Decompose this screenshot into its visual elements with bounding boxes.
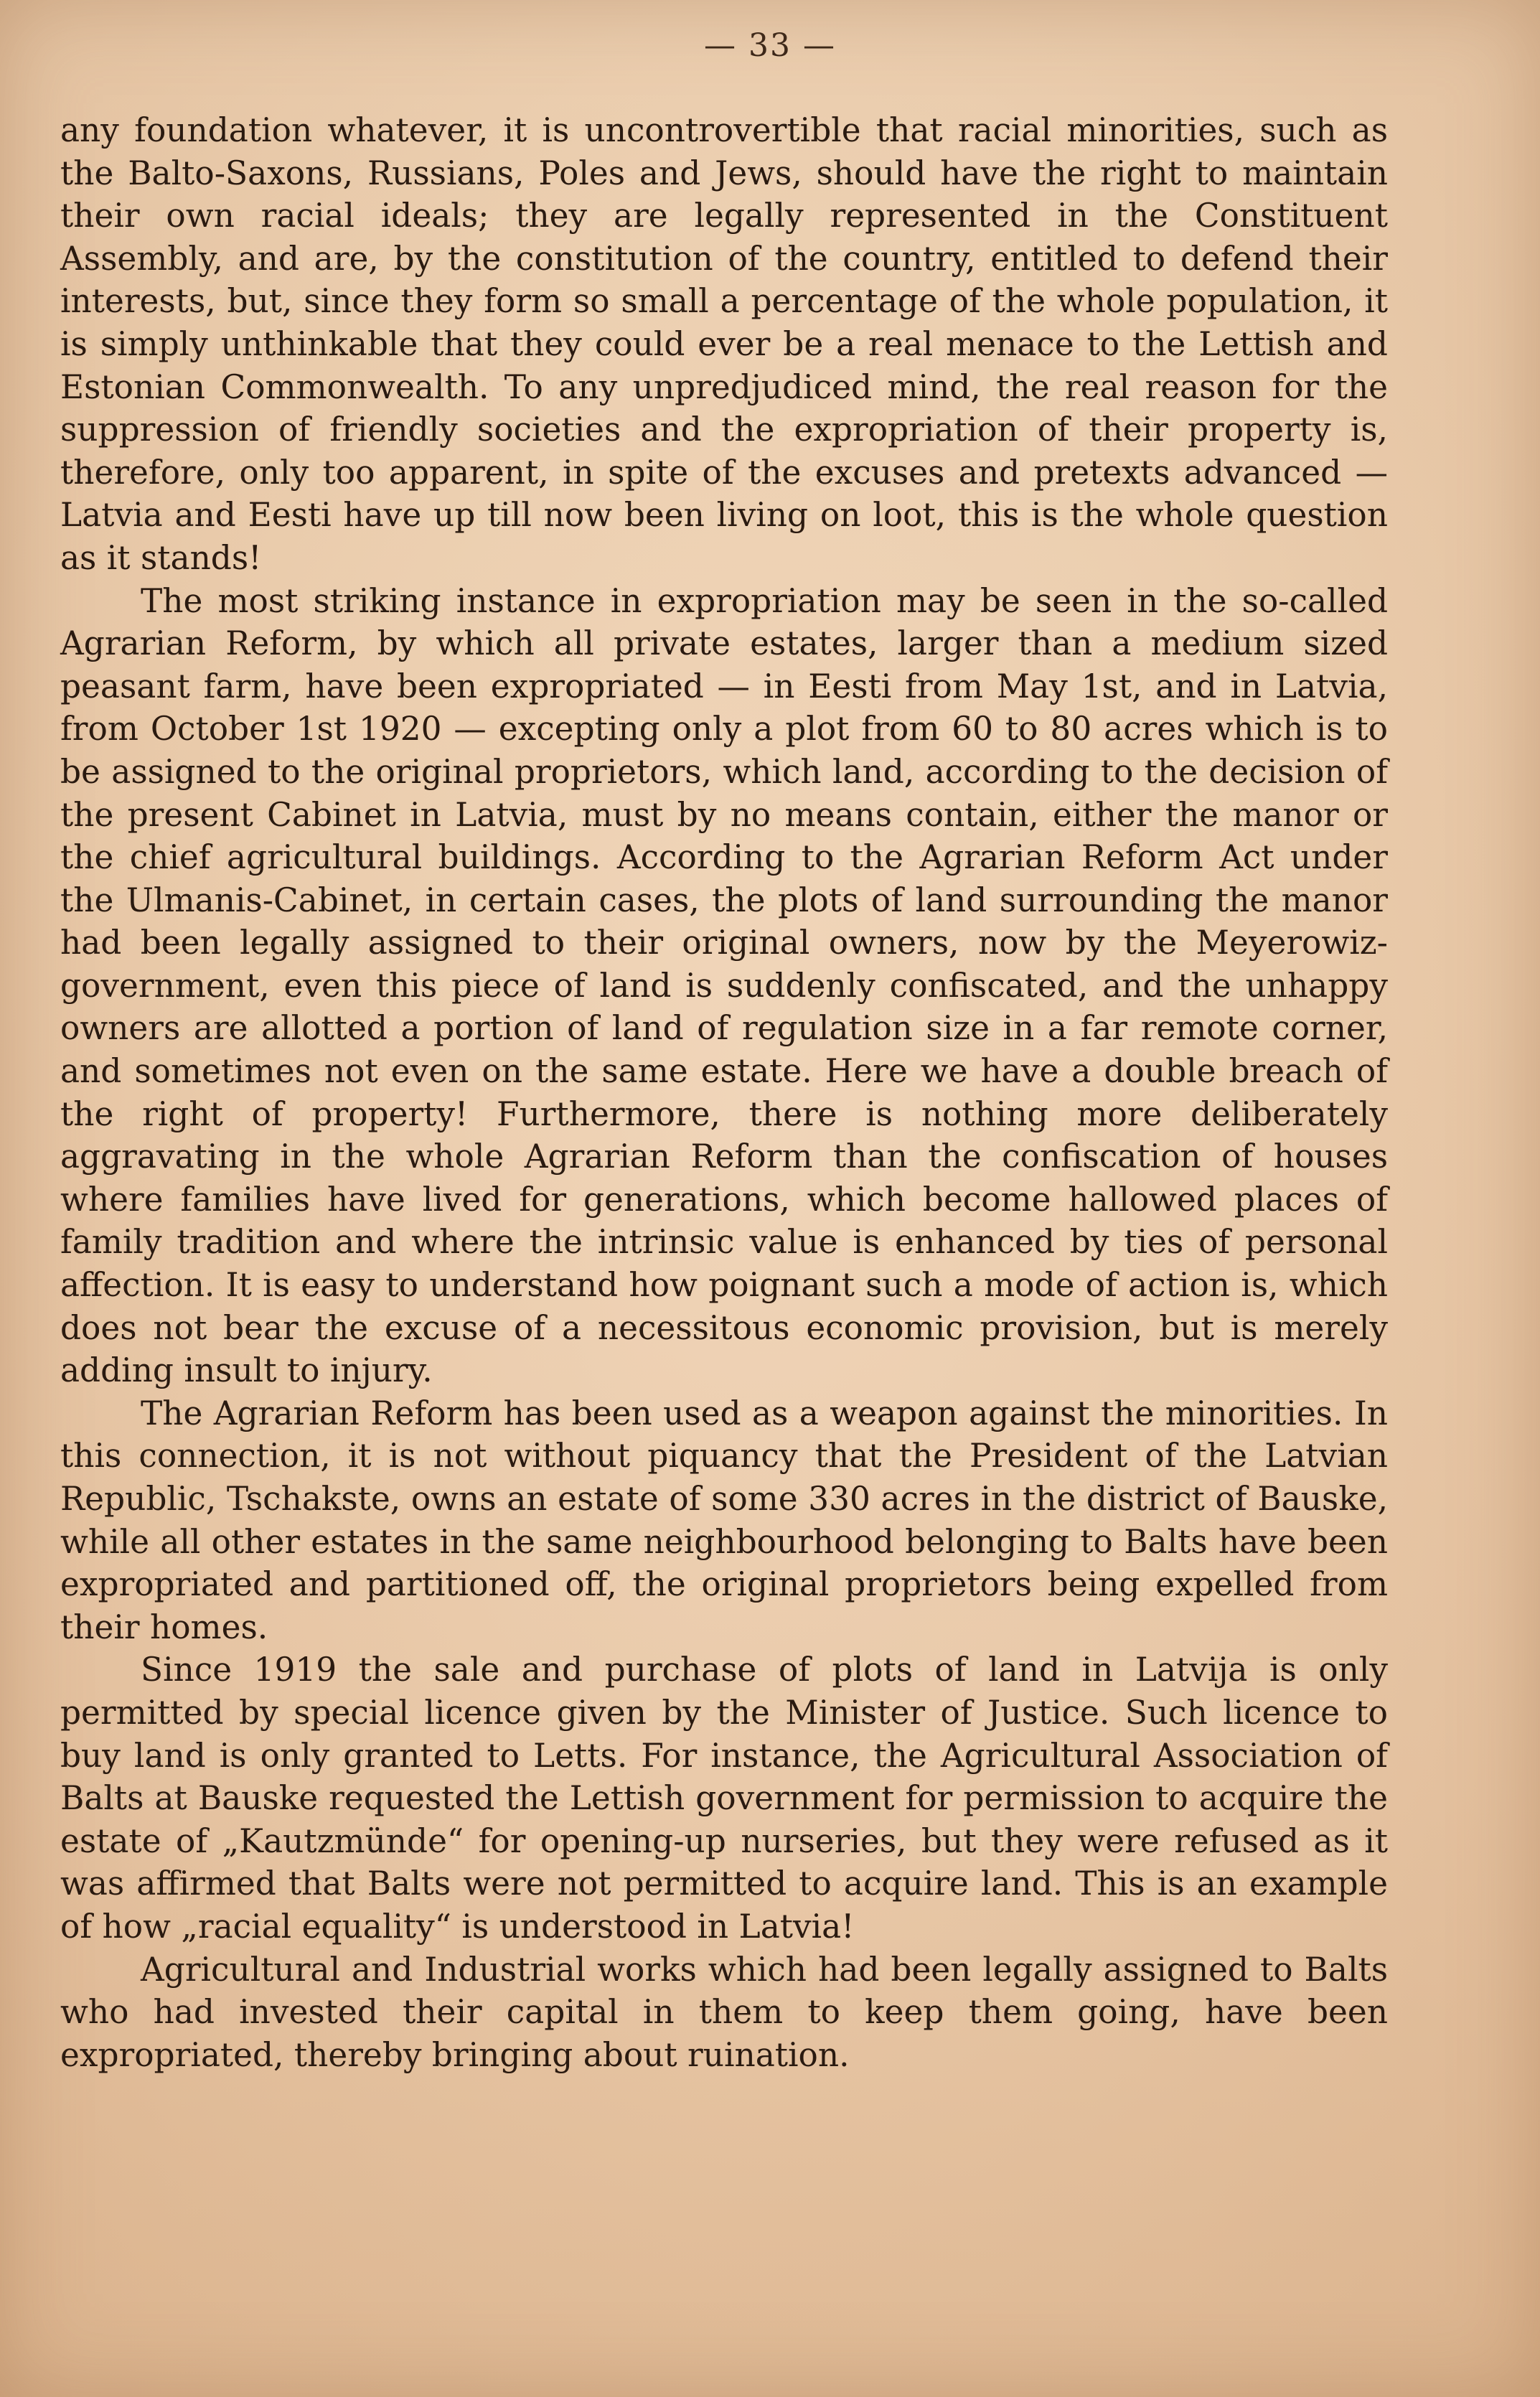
body-text [60,109,1388,2076]
paragraph-1: any foundation whatever, it is uncontrovertible that racial minorities, such as the Balto-Saxons, Russians, Poles and Jews, should have the right to maintain their own racial ideals; they are legally represented in the Constituent Assembly, and are, by the constitution of the country, entitled to defend their interests, but, since they form so small a percentage of the whole population, it is simply unthinkable that they could ever be a real menace to the Lettish and Estonian Commonwealth. To any unpredjudiced mind, the real reason for the suppression of friendly societies and the expropriation of their property is, therefore, only too apparent, in spite of the excuses and pretexts advanced — Latvia and Eesti have up till now been living on loot, this is the whole question as it stands! [60,111,1388,577]
page-number: — 33 — [704,27,836,64]
paragraph-4: Since 1919 the sale and purchase of plots of land in Latvija is only permitted by special licence given by the Minister of Justice. Such licence to buy land is only granted to Letts. For instance, the Agricultural Association of Balts at Bauske requested the Lettish government for permission to acquire the estate of „Kautzmünde“ for opening-up nurseries, but they were refused as it was affirmed that Balts were not permitted to acquire land. This is an example of how „racial equality“ is understood in Latvia! [60,1651,1388,1946]
paragraph-5: Agricultural and Industrial works which had been legally assigned to Balts who had invested their capital in them to keep them going, have been expropriated, thereby bringing about ruination. [60,1950,1388,2074]
paragraph-2: The most striking instance in expropriation may be seen in the so-called Agrarian Reform, by which all private estates, larger than a medium sized peasant farm, have been expropriated — in Eesti from May 1st, and in Latvia, from October 1st 1920 — excepting only a plot from 60 to 80 acres which is to be assigned to the original proprietors, which land, according to the decision of the present Cabinet in Latvia, must by no means contain, either the manor or the chief agricultural buildings. According to the Agrarian Reform Act under the Ulmanis-Cabinet, in certain cases, the plots of land surrounding the manor had been legally assigned to their original owners, now by the Meyerowiz-government, even this piece of land is suddenly confiscated, and the unhappy owners are allotted a portion of land of regulation size in a far remote corner, and sometimes not even on the same estate. Here we have a double breach of the right of property! Furthermore, there is nothing more deliberately aggravating in the whole Agrarian Reform than the confiscation of houses where families have lived for generations, which become hallowed places of family tradition and where the intrinsic value is enhanced by ties of personal affection. It is easy to understand how poignant such a mode of action is, which does not bear the excuse of a necessitous economic provision, but is merely adding insult to injury. [60,581,1388,1390]
paragraph-3: The Agrarian Reform has been used as a weapon against the minorities. In this connection, it is not without piquancy that the President of the Latvian Republic, Tschakste, owns an estate of some 330 acres in the district of Bauske, while all other estates in the same neighbourhood belonging to Balts have been expropriated and partitioned off, the original proprietors being expelled from their homes. [60,1394,1388,1646]
